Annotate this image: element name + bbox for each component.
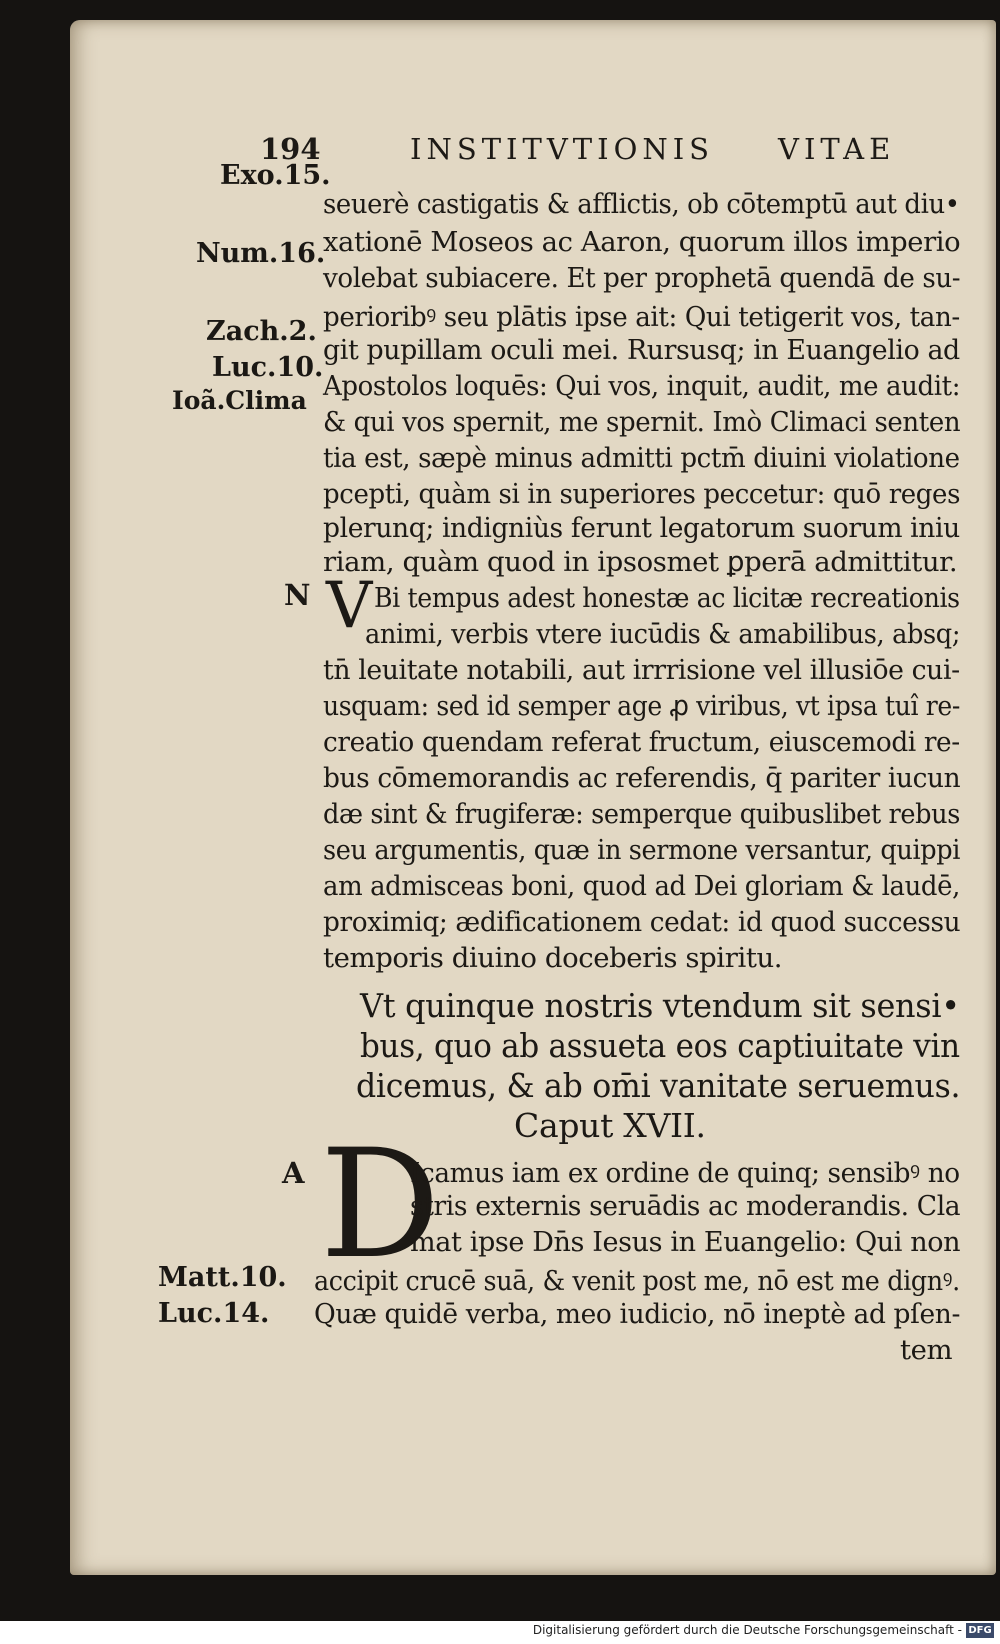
- text-line: creatio quendam referat fructum, eiuscemodi re-: [323, 726, 960, 758]
- text-line: pcepti, quàm si in superiores peccetur: quō reges: [323, 478, 961, 510]
- text-line: animi, verbis vtere iucūdis & amabilibus, absq;: [365, 618, 961, 650]
- text-line: tn̄ leuitate notabili, aut irrrisione vel illusiōe cui-: [323, 654, 960, 686]
- text-line: & qui vos spernit, me spernit. Imò Climaci senten: [323, 406, 961, 438]
- catchword: tem: [900, 1334, 953, 1366]
- footer-credit: Digitalisierung gefördert durch die Deutsche Forschungsgemeinschaft -: [532, 1623, 962, 1637]
- text-line: riam, quàm quod in ipsosmet ꝑperā admittitur.: [323, 546, 958, 578]
- text-line: tia est, sæpè minus admitti pctm̄ diuini violatione: [323, 442, 960, 474]
- running-title-right: VITAE: [778, 132, 896, 166]
- section-mark-a: A: [282, 1156, 305, 1190]
- drop-cap-d: D: [320, 1118, 441, 1292]
- heading-line: bus, quo ab assueta eos captiuitate vin: [360, 1026, 960, 1065]
- section-mark-n: N: [284, 578, 311, 612]
- text-line: Bi tempus adest honestæ ac licitæ recreationis: [374, 582, 960, 614]
- margin-note-exo: Exo.15.: [220, 160, 331, 191]
- margin-note-luc10: Luc.10.: [212, 352, 324, 383]
- drop-cap-v: V: [326, 569, 373, 643]
- text-line: proximiq; ædificationem cedat: id quod successu: [323, 906, 961, 938]
- text-line: volebat subiacere. Et per prophetā quendā de su-: [323, 262, 961, 294]
- margin-note-matt: Matt.10.: [158, 1262, 287, 1293]
- text-line: xationē Moseos ac Aaron, quorum illos imperio: [323, 226, 961, 258]
- text-line: seu argumentis, quæ in sermone versantur, quippi: [323, 834, 961, 866]
- text-line: Apostolos loquēs: Qui vos, inquit, audit, me audit:: [323, 370, 961, 402]
- margin-note-num: Num.16.: [196, 238, 326, 269]
- text-line: seuerè castigatis & afflictis, ob cōtemptū aut diu•: [323, 188, 960, 220]
- text-line: stris externis seruādis ac moderandis. Cla: [410, 1190, 961, 1222]
- heading-line: Vt quinque nostris vtendum sit sensi•: [360, 986, 960, 1025]
- chapter-number: Caput XVII.: [514, 1106, 706, 1145]
- heading-line: dicemus, & ab om̄i vanitate seruemus.: [356, 1066, 961, 1105]
- text-line: Quæ quidē verba, meo iudicio, nō ineptè ad pſen-: [314, 1298, 961, 1330]
- margin-note-ioa: Ioã.Clima: [172, 386, 307, 415]
- margin-note-luc14: Luc.14.: [158, 1298, 270, 1329]
- text-line: Icamus iam ex ordine de quinq; sensibꝰ no: [410, 1157, 960, 1189]
- margin-note-zach: Zach.2.: [206, 316, 317, 347]
- text-line: mat ipse Dn̄s Iesus in Euangelio: Qui non: [410, 1226, 961, 1258]
- text-line: am admisceas boni, quod ad Dei gloriam & laudē,: [323, 870, 960, 902]
- text-line: usquam: sed id semper age ꝓ viribus, vt ipsa tuî re-: [323, 690, 960, 722]
- running-title-left: INSTITVTIONIS: [410, 132, 715, 166]
- text-line: plerunq; indigniùs ferunt legatorum suorum iniu: [323, 512, 960, 544]
- dfg-logo: DFG: [966, 1623, 994, 1638]
- text-line: accipit crucē suā, & venit post me, nō est me dignꝰ.: [314, 1265, 960, 1297]
- text-line: git pupillam oculi mei. Rursusq; in Euangelio ad: [323, 334, 960, 366]
- text-line: temporis diuino doceberis spiritu.: [323, 942, 783, 974]
- footer-bar: [0, 1621, 1000, 1644]
- text-line: dæ sint & frugiferæ: semperque quibuslibet rebus: [323, 798, 961, 830]
- text-line: bus cōmemorandis ac referendis, q̄ pariter iucun: [323, 762, 961, 794]
- text-line: perioribꝰ seu plātis ipse ait: Qui tetigerit vos, tan-: [323, 301, 960, 333]
- page-number: 194: [260, 132, 321, 166]
